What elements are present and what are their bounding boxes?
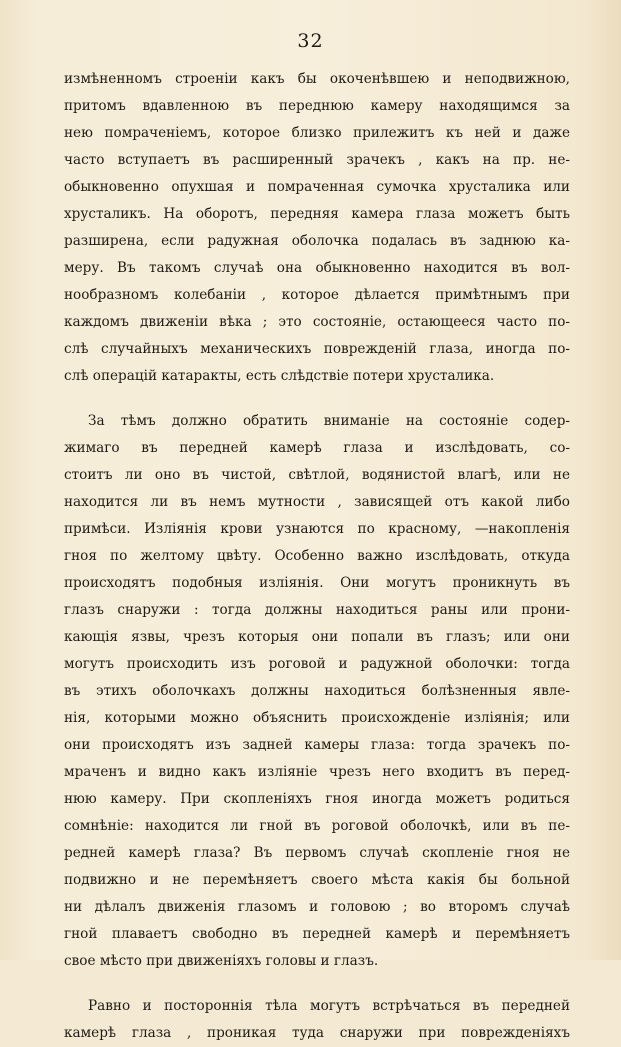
text-line: обыкновенно опухшая и помраченная сумочка хрусталика или: [64, 179, 570, 195]
text-line: измѣненномъ строеніи какъ бы окоченѣвшею и неподвижною,: [64, 71, 570, 87]
text-line: свое мѣсто при движеніяхъ головы и глазъ.: [64, 953, 379, 969]
text-line: они происходятъ изъ задней камеры глаза: тогда зрачекъ по-: [64, 737, 570, 753]
text-line: нею помраченіемъ, которое близко прилежитъ къ ней и даже: [64, 125, 570, 141]
text-line: нообразномъ колебаніи , которое дѣлается примѣтнымъ при: [64, 287, 570, 303]
text-line: каждомъ движеніи вѣка ; это состояніе, остающееся часто по-: [64, 314, 570, 330]
paragraph-gap: [64, 390, 570, 408]
text-line: мраченъ и видно какъ изліяніе чрезъ него входитъ въ перед-: [64, 764, 570, 780]
text-line: глазъ снаружи : тогда должны находиться раны или прони-: [64, 602, 570, 618]
text-line: подвижно и не перемѣняетъ своего мѣста какія бы больной: [64, 872, 570, 888]
text-line: редней камерѣ глаза? Въ первомъ случаѣ скопленіе гноя не: [64, 845, 570, 861]
paragraph-1: [64, 66, 570, 390]
text-line: жимаго въ передней камерѣ глаза и изслѣдовать, со-: [64, 440, 570, 456]
text-line: меру. Въ такомъ случаѣ она обыкновенно находится въ вол-: [64, 260, 570, 276]
text-line: могутъ происходить изъ роговой и радужной оболочки: тогда: [64, 656, 570, 672]
text-line: примѣси. Изліянія крови узнаются по красному, —накопленія: [64, 521, 570, 537]
text-line: происходятъ подобныя изліянія. Они могутъ проникнуть въ: [64, 575, 570, 591]
text-line: камерѣ глаза , проникая туда снаружи при поврежденіяхъ: [64, 1025, 570, 1041]
body-text: [64, 66, 570, 1047]
text-line: разширена, если радужная оболочка подалась въ заднюю ка-: [64, 233, 570, 249]
text-line: находится ли въ немъ мутности , зависящей отъ какой либо: [64, 494, 570, 510]
page-number: 32: [297, 30, 324, 52]
text-line: сомнѣніе: находится ли гной въ роговой оболочкѣ, или въ пе-: [64, 818, 570, 834]
paragraph-3: [64, 993, 570, 1047]
text-line: въ этихъ оболочкахъ должны находиться болѣзненныя явле-: [64, 683, 570, 699]
text-line: Равно и постороннія тѣла могутъ встрѣчаться въ передней: [88, 998, 570, 1014]
paragraph-2: [64, 408, 570, 975]
text-line: гноя по желтому цвѣту. Особенно важно изслѣдовать, откуда: [64, 548, 570, 564]
text-line: хрусталикъ. На оборотъ, передняя камера глаза можетъ быть: [64, 206, 570, 222]
text-line: притомъ вдавленною въ переднюю камеру находящимся за: [64, 98, 570, 114]
text-line: нюю камеру. При скопленіяхъ гноя иногда можетъ родиться: [64, 791, 570, 807]
text-line: гной плаваетъ свободно въ передней камерѣ и перемѣняетъ: [64, 926, 570, 942]
text-line: ни дѣлалъ движенія глазомъ и головою ; во второмъ случаѣ: [64, 899, 570, 915]
text-line: За тѣмъ должно обратить вниманіе на состояніе содер-: [88, 413, 570, 429]
text-line: стоитъ ли оно въ чистой, свѣтлой, водянистой влагѣ, или не: [64, 467, 570, 483]
paragraph-gap: [64, 975, 570, 993]
text-line: нія, которыми можно объяснить происхожденіе изліянія; или: [64, 710, 570, 726]
text-line: слѣ случайныхъ механическихъ поврежденій глаза, иногда по-: [64, 341, 570, 357]
text-line: кающія язвы, чрезъ которыя они попали въ глазъ; или они: [64, 629, 570, 645]
text-line: часто вступаетъ въ расширенный зрачекъ , какъ на пр. не-: [64, 152, 570, 168]
text-line: слѣ операцій катаракты, есть слѣдствіе потери хрусталика.: [64, 368, 495, 384]
